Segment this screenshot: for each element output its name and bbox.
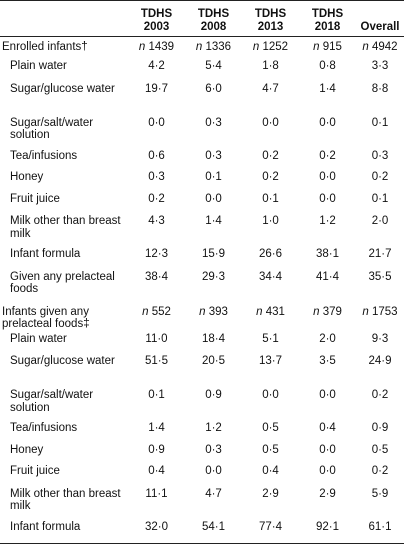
value-cell: 1·2 <box>205 422 222 434</box>
value-cell: 0·0 <box>205 192 222 205</box>
value-cell: 0·8 <box>319 60 336 72</box>
value-cell: 26·6 <box>258 248 283 260</box>
value-cell: 9·3 <box>371 332 389 345</box>
value-cell: 11·0 <box>145 332 168 345</box>
sample-size-cell <box>299 302 356 331</box>
value-cell: 0·2 <box>319 149 336 162</box>
value-cell: 38·1 <box>315 248 340 260</box>
value-cell: 0·1 <box>371 116 389 129</box>
header-text: TDHS <box>311 8 344 20</box>
table-row <box>0 420 404 442</box>
value-cell: 1·4 <box>319 82 336 95</box>
header-text: TDHS <box>254 8 287 20</box>
value-cell: 0·0 <box>319 171 336 183</box>
value-cell: 0·2 <box>371 465 389 477</box>
value-cell: 0·0 <box>262 389 279 401</box>
value-cell: 4·7 <box>262 82 279 95</box>
n-value: 379 <box>322 305 342 318</box>
table-row <box>0 148 404 170</box>
value-cell: 0·2 <box>262 171 279 183</box>
table-body <box>0 37 404 544</box>
row-label: Fruit juice <box>10 192 60 205</box>
value-cell: 5·1 <box>262 332 279 345</box>
value-cell: 0·3 <box>205 116 222 129</box>
value-cell: 2·9 <box>319 487 336 500</box>
row-label: Milk other than breast milk <box>10 215 121 240</box>
value-cell: 0·9 <box>371 422 389 434</box>
value-cell: 3·3 <box>371 60 389 72</box>
value-cell: 0·3 <box>205 149 222 162</box>
value-cell: 0·2 <box>371 171 389 183</box>
value-cell: 0·5 <box>262 422 279 434</box>
header-text: TDHS <box>140 8 173 20</box>
value-cell: 2·0 <box>319 332 336 345</box>
table-row <box>0 463 404 485</box>
value-cell: 0·9 <box>205 389 222 401</box>
value-cell: 0·1 <box>371 192 389 205</box>
header-row <box>0 1 404 37</box>
value-cell: 0·9 <box>148 443 165 456</box>
value-cell: 0·0 <box>205 465 222 477</box>
row-label: Infant formula <box>10 248 81 260</box>
table-row <box>0 331 404 353</box>
sample-size-cell <box>128 37 185 59</box>
sample-size-cell <box>242 37 299 59</box>
value-cell: 0·2 <box>262 149 279 162</box>
value-cell: 0·2 <box>148 192 165 205</box>
value-cell: 2·9 <box>262 487 279 500</box>
value-cell: 0·0 <box>262 116 279 129</box>
value-cell: 0·4 <box>148 465 165 477</box>
value-cell: 4·3 <box>148 215 165 227</box>
value-cell: 92·1 <box>299 519 356 544</box>
table-row <box>0 191 404 213</box>
value-cell: 21·7 <box>368 248 392 260</box>
table-row <box>0 442 404 464</box>
row-label: Sugar/glucose water <box>10 355 115 367</box>
value-cell: 0·3 <box>148 171 165 183</box>
n-label: n <box>362 41 369 53</box>
value-cell: 4·7 <box>205 487 222 500</box>
n-label: n <box>313 41 320 53</box>
row-label: Tea/infusions <box>10 149 78 162</box>
value-cell: 2·0 <box>371 215 389 227</box>
row-label: Fruit juice <box>10 465 60 477</box>
value-cell: 0·6 <box>148 149 165 162</box>
row-label: Plain water <box>10 332 67 345</box>
n-value: 1753 <box>372 305 398 318</box>
row-label: Honey <box>10 171 44 183</box>
sample-size-cell <box>356 37 404 59</box>
n-value: 1439 <box>148 41 175 53</box>
value-cell: 6·0 <box>205 82 222 95</box>
table-row <box>0 519 404 544</box>
value-cell: 0·0 <box>319 116 336 129</box>
n-value: 4942 <box>372 41 398 53</box>
sample-size-cell <box>128 302 185 331</box>
sample-size-cell <box>185 302 242 331</box>
row-label: Tea/infusions <box>10 422 78 434</box>
row-label: Sugar/salt/water solution <box>10 116 94 141</box>
value-cell: 34·4 <box>258 270 283 283</box>
sample-size-cell <box>242 302 299 331</box>
value-cell: 0·0 <box>319 389 336 401</box>
value-cell: 1·2 <box>319 215 336 227</box>
header-text: 2003 <box>143 20 170 33</box>
section-row <box>0 302 404 331</box>
value-cell: 35·5 <box>368 270 392 283</box>
n-label: n <box>199 305 206 318</box>
sample-size-cell <box>356 302 404 331</box>
row-label: Infant formula <box>0 519 128 544</box>
table-row <box>0 114 404 148</box>
table-row <box>0 212 404 246</box>
n-label: n <box>195 41 203 53</box>
row-label: Plain water <box>10 60 67 72</box>
value-cell: 3·5 <box>319 355 336 367</box>
value-cell: 1·0 <box>262 215 279 227</box>
section-title: Infants given any prelacteal foods‡ <box>2 305 90 330</box>
header-col-2008 <box>185 1 242 37</box>
value-cell: 51·5 <box>144 355 169 367</box>
value-cell: 18·4 <box>201 332 226 345</box>
sample-size-cell <box>299 37 356 59</box>
header-text: Overall <box>360 20 400 33</box>
row-label: Sugar/glucose water <box>10 82 115 95</box>
value-cell: 24·9 <box>368 355 392 367</box>
header-text: 2008 <box>200 20 227 33</box>
table-header <box>0 1 404 37</box>
value-cell: 12·3 <box>144 248 169 260</box>
value-cell: 38·4 <box>144 270 169 283</box>
n-value: 1252 <box>262 41 289 53</box>
value-cell: 0·4 <box>319 422 336 434</box>
section-title: Enrolled infants† <box>2 41 88 53</box>
n-label: n <box>313 305 320 318</box>
value-cell: 13·7 <box>258 355 283 367</box>
value-cell: 32·0 <box>128 519 185 544</box>
value-cell: 20·5 <box>201 355 226 367</box>
sample-size-cell <box>185 37 242 59</box>
value-cell: 5·4 <box>205 60 222 72</box>
n-value: 1336 <box>205 41 232 53</box>
value-cell: 4·2 <box>148 60 165 72</box>
value-cell: 0·5 <box>262 443 279 456</box>
value-cell: 77·4 <box>242 519 299 544</box>
value-cell: 15·9 <box>201 248 226 260</box>
row-label: Given any prelacteal foods <box>10 270 115 295</box>
n-value: 393 <box>208 305 228 318</box>
table-row <box>0 246 404 268</box>
n-label: n <box>142 305 149 318</box>
value-cell: 29·3 <box>201 270 226 283</box>
table-row <box>0 169 404 191</box>
n-value: 552 <box>151 305 171 318</box>
value-cell: 41·4 <box>315 270 340 283</box>
value-cell: 54·1 <box>185 519 242 544</box>
value-cell: 0·0 <box>319 443 336 456</box>
value-cell: 0·0 <box>319 192 336 205</box>
n-value: 431 <box>265 305 285 318</box>
section-row <box>0 37 404 59</box>
value-cell: 8·8 <box>371 82 389 95</box>
value-cell: 0·5 <box>371 443 389 456</box>
value-cell: 0·1 <box>205 171 222 183</box>
value-cell: 0·2 <box>371 389 389 401</box>
value-cell: 0·3 <box>205 443 222 456</box>
table-row <box>0 58 404 80</box>
header-text: TDHS <box>197 8 230 20</box>
header-corner <box>0 1 128 37</box>
value-cell: 1·4 <box>205 215 222 227</box>
value-cell: 11·1 <box>145 487 168 500</box>
n-value: 915 <box>322 41 342 53</box>
header-text: 2018 <box>314 20 341 33</box>
value-cell: 0·3 <box>371 149 389 162</box>
n-label: n <box>362 305 369 318</box>
header-col-2003 <box>128 1 185 37</box>
value-cell: 5·9 <box>371 487 389 500</box>
table-row <box>0 386 404 420</box>
header-col-2013 <box>242 1 299 37</box>
header-text: 2013 <box>257 20 284 33</box>
row-label: Milk other than breast milk <box>10 487 121 512</box>
table-row <box>0 485 404 519</box>
header-col-2018 <box>299 1 356 37</box>
header-col-overall <box>356 1 404 37</box>
value-cell: 0·1 <box>148 389 165 401</box>
value-cell: 19·7 <box>144 82 169 95</box>
table-row <box>0 268 404 302</box>
value-cell: 0·1 <box>262 192 279 205</box>
value-cell: 1·4 <box>148 422 165 434</box>
row-label: Sugar/salt/water solution <box>10 389 94 414</box>
value-cell: 0·0 <box>148 116 165 129</box>
value-cell: 61·1 <box>356 519 404 544</box>
value-cell: 0·0 <box>319 465 336 477</box>
n-label: n <box>256 305 263 318</box>
n-label: n <box>138 41 146 53</box>
row-label: Honey <box>10 443 44 456</box>
value-cell: 1·8 <box>262 60 279 72</box>
table-row <box>0 80 404 114</box>
value-cell: 0·4 <box>262 465 279 477</box>
table-row <box>0 352 404 386</box>
n-label: n <box>252 41 260 53</box>
